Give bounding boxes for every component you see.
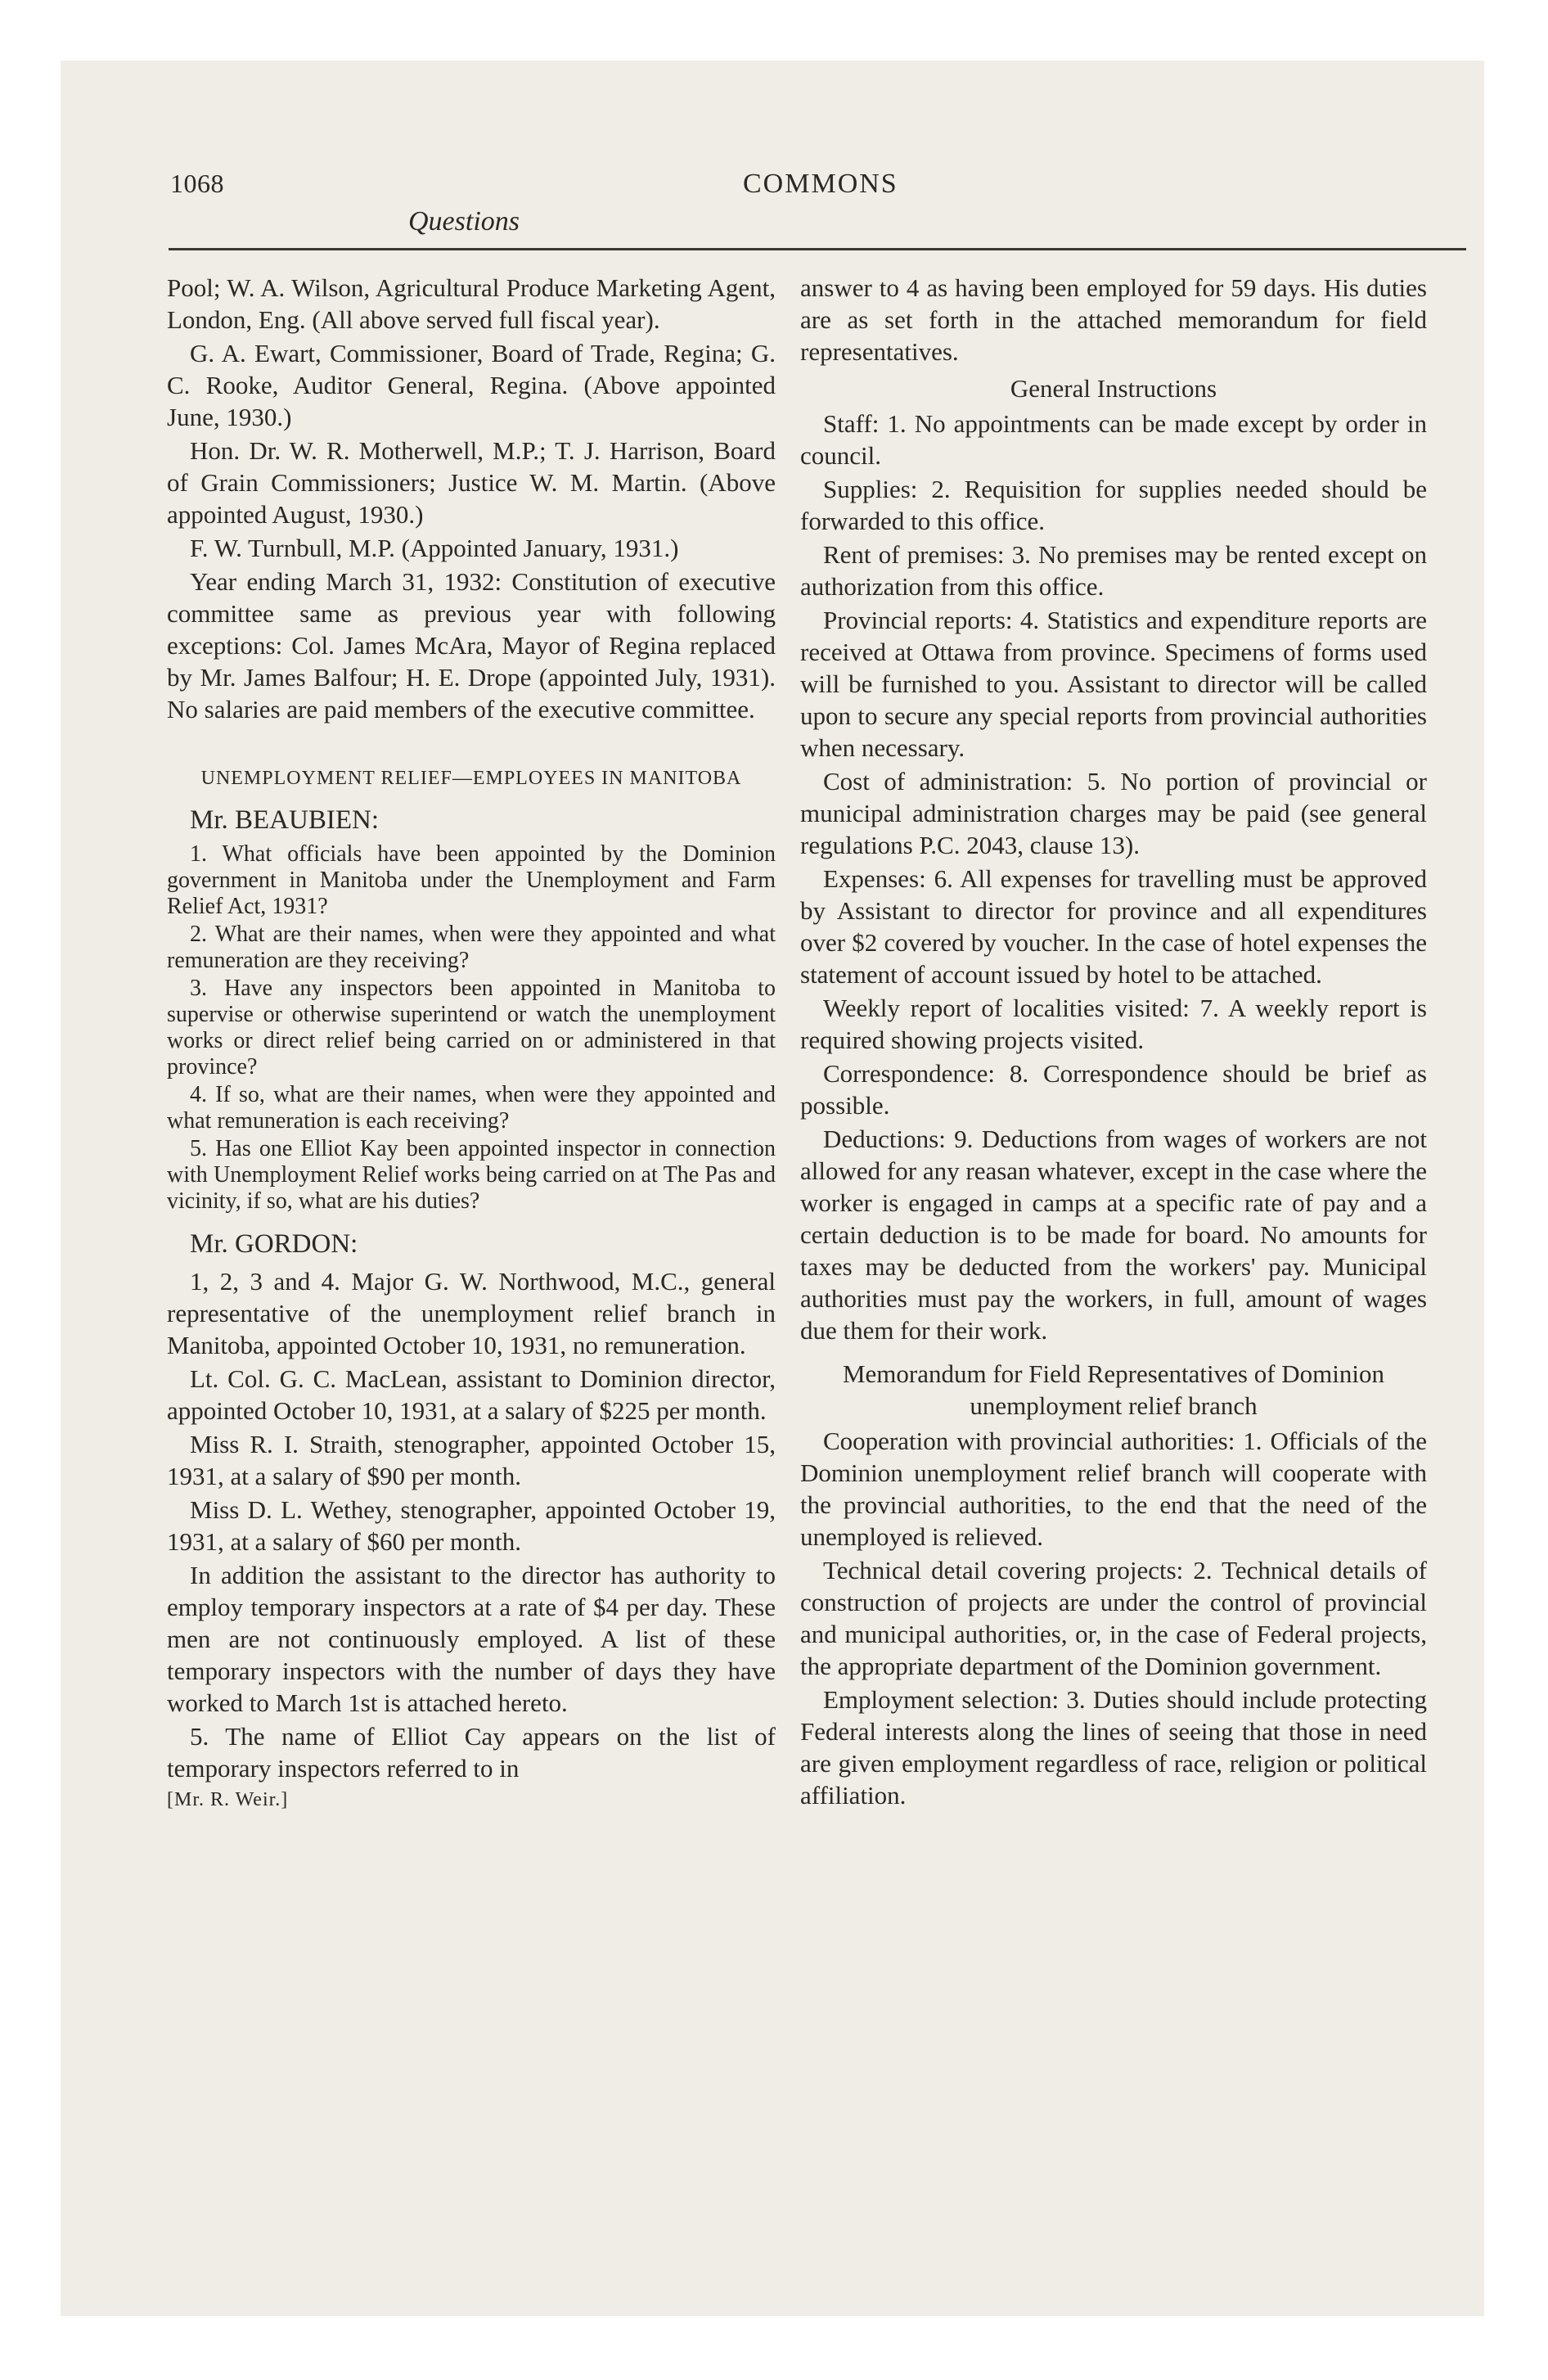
page-number: 1068 <box>170 169 224 198</box>
paragraph: Year ending March 31, 1932: Constitution of executive committee same as previous year with following exceptions: Col. James McAra, Mayor of Regina replaced by Mr. James Balfour; H. E. Drope (appointed July, 1931). No salaries are paid members of the executive committee. <box>167 567 776 723</box>
answer: In addition the assistant to the director has authority to employ temporary inspectors at a rate of $4 per day. These men are not continuously employed. A list of these temporary inspectors with the number of days they have worked to March 1st is attached hereto. <box>167 1561 776 1717</box>
question: 4. If so, what are their names, when were they appointed and what remuneration is each receiving? <box>167 1082 776 1134</box>
question: 3. Have any inspectors been appointed in Manitoba to supervise or otherwise superintend or watch the unemployment works or direct relief being carried on or administered in that province? <box>167 976 776 1080</box>
paragraph: Pool; W. A. Wilson, Agricultural Produce Marketing Agent, London, Eng. (All above served full fiscal year). <box>167 273 776 334</box>
instruction-item: Supplies: 2. Requisition for supplies needed should be forwarded to this office. <box>800 475 1427 535</box>
instruction-item: Cost of administration: 5. No portion of provincial or municipal administration charges may be paid (see general regulations P.C. 2043, clause 13). <box>800 767 1427 859</box>
speaker-name: Mr. GORDON: <box>190 1229 358 1259</box>
answer: Lt. Col. G. C. MacLean, assistant to Dominion director, appointed October 10, 1931, at a salary of $225 per month. <box>167 1364 776 1425</box>
memo-item: Cooperation with provincial authorities: 1. Officials of the Dominion unemployment relief branch will cooperate with the provincial authorities, to the end that the need of the unemployed is relieved. <box>800 1427 1427 1551</box>
right-column <box>800 272 1427 1813</box>
header-rule <box>169 248 1466 250</box>
instruction-item: Expenses: 6. All expenses for travelling must be approved by Assistant to director for province and all expenditures over $2 covered by voucher. In the case of hotel expenses the statement of account issued by hotel to be attached. <box>800 864 1427 989</box>
instruction-item: Deductions: 9. Deductions from wages of workers are not allowed for any reasan whatever, except in the case where the worker is engaged in camps at a specific rate of pay and a certain deduction is to be made for board. No amounts for taxes may be deducted from the workers' pay. Municipal authorities must pay the workers, in full, amount of wages due them for their work. <box>800 1125 1427 1345</box>
section-title: Questions <box>408 206 520 237</box>
speaker-name: Mr. BEAUBIEN: <box>190 805 379 835</box>
left-column <box>167 272 776 1812</box>
answer: Miss D. L. Wethey, stenographer, appointed October 19, 1931, at a salary of $60 per month. <box>167 1495 776 1556</box>
answer: 5. The name of Elliot Cay appears on the list of temporary inspectors referred to in <box>167 1722 776 1783</box>
instruction-item: Weekly report of localities visited: 7. A weekly report is required showing projects visited. <box>800 994 1427 1054</box>
paragraph: Hon. Dr. W. R. Motherwell, M.P.; T. J. Harrison, Board of Grain Commissioners; Justice W. M. Martin. (Above appointed August, 1930.) <box>167 436 776 529</box>
paragraph: F. W. Turnbull, M.P. (Appointed January, 1931.) <box>190 534 679 562</box>
page-header <box>110 169 1412 246</box>
instruction-item: Staff: 1. No appointments can be made except by order in council. <box>800 409 1427 470</box>
answer: Miss R. I. Straith, stenographer, appointed October 15, 1931, at a salary of $90 per month. <box>167 1430 776 1490</box>
question: 1. What officials have been appointed by the Dominion government in Manitoba under the Unemployment and Farm Relief Act, 1931? <box>167 841 776 919</box>
section-heading: UNEMPLOYMENT RELIEF—EMPLOYEES IN MANITOBA <box>200 768 742 789</box>
memorandum-title: Memorandum for Field Representatives of Dominion unemployment relief branch <box>842 1359 1385 1420</box>
memo-item: Technical detail covering projects: 2. Technical details of construction of projects are under the control of provincial and municipal authorities, or, in the case of Federal projects, the appropriate department of the Dominion government. <box>800 1556 1427 1680</box>
instruction-item: Rent of premises: 3. No premises may be rented except on authorization from this office. <box>800 540 1427 601</box>
paragraph: answer to 4 as having been employed for 59 days. His duties are as set forth in the attached memorandum for field representatives. <box>800 273 1427 366</box>
instruction-item: Provincial reports: 4. Statistics and expenditure reports are received at Ottawa from province. Specimens of forms used will be furnished to you. Assistant to director will be called upon to secure any special reports from provincial authorities when necessary. <box>800 606 1427 762</box>
answer: 1, 2, 3 and 4. Major G. W. Northwood, M.C., general representative of the unemployment relief branch in Manitoba, appointed October 10, 1931, no remuneration. <box>167 1267 776 1359</box>
footer-reference: [Mr. R. Weir.] <box>167 1789 289 1810</box>
memo-item: Employment selection: 3. Duties should include protecting Federal interests along the lines of seeing that those in need are given employment regardless of race, religion or political affiliation. <box>800 1685 1427 1810</box>
question: 5. Has one Elliot Kay been appointed inspector in connection with Unemployment Relief works being carried on at The Pas and vicinity, if so, what are his duties? <box>167 1136 776 1214</box>
question: 2. What are their names, when were they appointed and what remuneration are they receiving? <box>167 922 776 973</box>
chamber-title: COMMONS <box>743 169 898 199</box>
paragraph: G. A. Ewart, Commissioner, Board of Trade, Regina; G. C. Rooke, Auditor General, Regina. (Above appointed June, 1930.) <box>167 339 776 431</box>
instructions-title: General Instructions <box>1010 374 1217 403</box>
instruction-item: Correspondence: 8. Correspondence should be brief as possible. <box>800 1059 1427 1120</box>
